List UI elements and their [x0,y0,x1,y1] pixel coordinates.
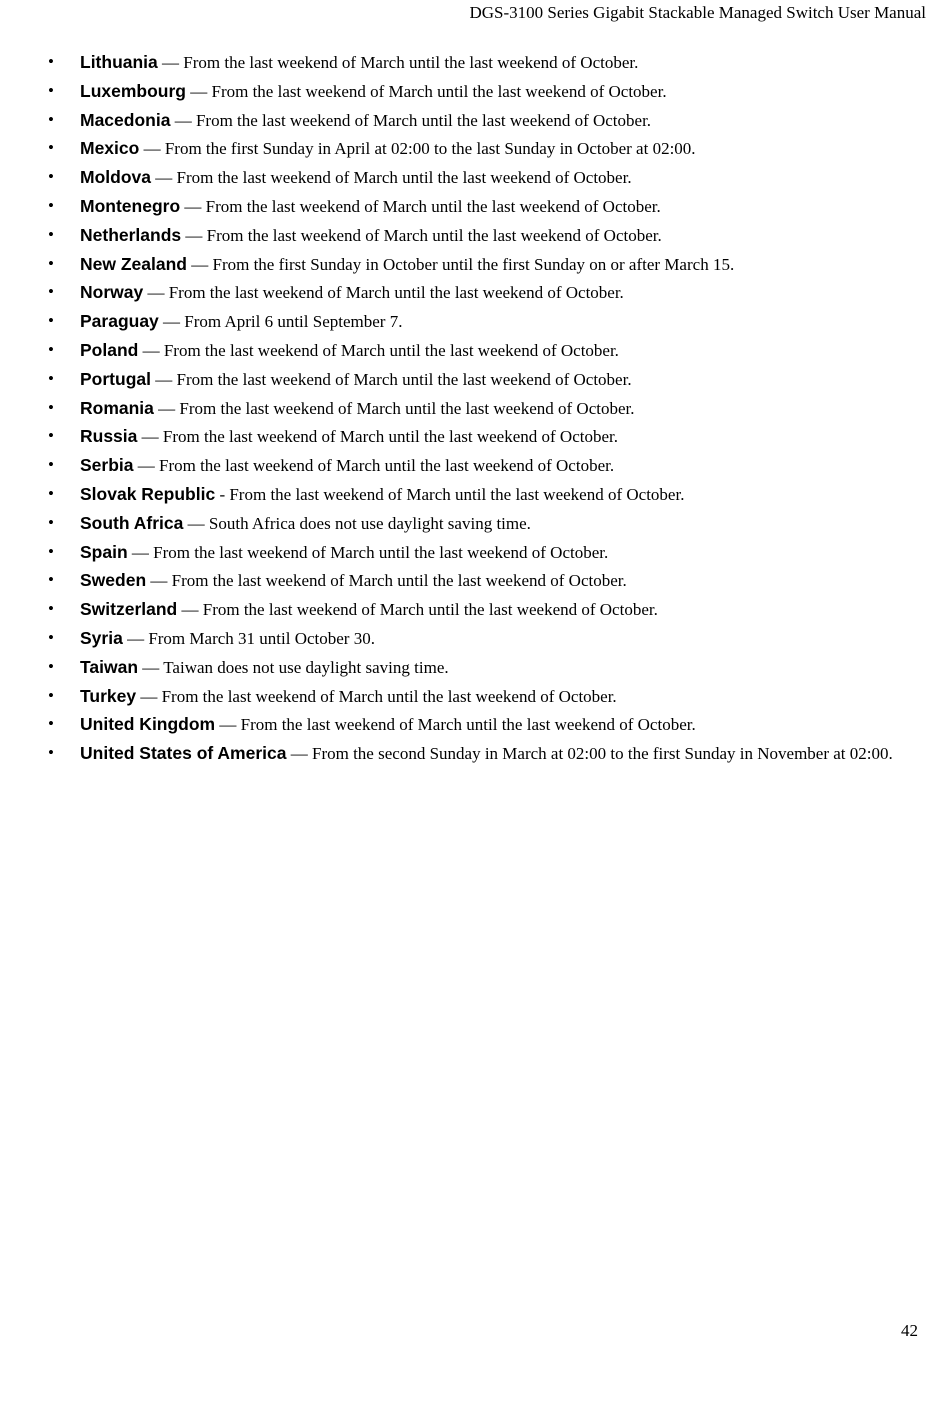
bullet-icon: • [48,627,54,647]
list-item [48,51,925,74]
dst-description: — From the last weekend of March until the last weekend of October. [185,81,667,101]
country-name: Turkey [80,685,137,706]
country-name: Slovak Republic [80,483,216,504]
country-name: Sweden [80,570,147,591]
list-item [48,224,925,247]
list-item [48,80,925,103]
country-name: Portugal [80,368,151,389]
bullet-icon: • [48,311,54,331]
bullet-icon: • [48,685,54,705]
dst-description: — From the last weekend of March until the last weekend of October. [180,196,661,216]
country-name: United States of America [80,743,287,764]
dst-description: — From the last weekend of March until the last weekend of October. [150,168,632,188]
country-name: Russia [80,426,138,447]
country-name: Spain [80,541,128,562]
dst-description: — From the last weekend of March until the last weekend of October. [150,369,632,389]
dst-description: — From the last weekend of March until the last weekend of October. [133,456,615,476]
country-name: Netherlands [80,224,182,245]
country-name: Mexico [80,138,140,159]
dst-description: — Taiwan does not use daylight saving time. [138,657,449,677]
bullet-icon: • [48,512,54,532]
bullet-icon: • [48,656,54,676]
bullet-icon: • [48,483,54,503]
dst-description: — From the last weekend of March until the last weekend of October. [143,283,624,303]
list-item [48,253,925,276]
list-item [48,109,925,132]
list-item [48,397,925,420]
bullet-icon: • [48,224,54,244]
list-item [48,310,925,333]
country-name: Montenegro [80,195,181,216]
country-name: Norway [80,282,144,303]
list-item [48,137,925,160]
country-name: Switzerland [80,599,178,620]
dst-country-list [48,51,925,771]
list-item [48,569,925,592]
dst-description: — From the last weekend of March until the last weekend of October. [136,686,617,706]
dst-description: — From the last weekend of March until the last weekend of October. [177,600,658,620]
dst-description: — From the last weekend of March until the last weekend of October. [146,571,627,591]
list-item [48,685,925,708]
list-item [48,627,925,650]
dst-description: - From the last weekend of March until the last weekend of October. [215,484,685,504]
country-name: Luxembourg [80,80,186,101]
bullet-icon: • [48,80,54,100]
country-name: United Kingdom [80,714,216,735]
bullet-icon: • [48,541,54,561]
country-name: Macedonia [80,109,171,130]
bullet-icon: • [48,52,54,71]
country-name: Syria [80,627,123,648]
list-item [48,656,925,679]
list-item [48,368,925,391]
dst-description: — From the last weekend of March until the last weekend of October. [153,398,635,418]
dst-description: — From the last weekend of March until the last weekend of October. [181,225,662,245]
bullet-icon: • [48,570,54,590]
list-item [48,598,925,621]
list-item [48,339,925,362]
bullet-icon: • [48,339,54,359]
list-item [48,425,925,448]
bullet-icon: • [48,368,54,388]
bullet-icon: • [48,397,54,417]
bullet-icon: • [48,282,54,302]
dst-description: — From the first Sunday in April at 02:00 to the last Sunday in October at 02:00. [139,139,696,159]
bullet-icon: • [48,109,54,129]
country-name: Poland [80,339,139,360]
country-name: Taiwan [80,656,139,677]
dst-description: — From April 6 until September 7. [158,312,403,332]
dst-description: — From the second Sunday in March at 02:00 to the first Sunday in November at 02:00. [286,744,893,764]
bullet-icon: • [48,253,54,273]
bullet-icon: • [48,743,54,763]
list-item [48,742,925,765]
bullet-icon: • [48,714,54,734]
bullet-icon: • [48,455,54,475]
bullet-icon: • [48,138,54,158]
list-item [48,195,925,218]
bullet-icon: • [48,426,54,446]
dst-description: — South Africa does not use daylight saving time. [183,513,531,533]
dst-description: — From March 31 until October 30. [122,628,375,648]
country-name: Moldova [80,167,151,188]
country-name: Paraguay [80,311,159,332]
country-name: Romania [80,397,154,418]
bullet-icon: • [48,167,54,187]
dst-description: — From the last weekend of March until the last weekend of October. [157,53,639,72]
list-item [48,281,925,304]
list-item [48,454,925,477]
dst-description: — From the last weekend of March until the last weekend of October. [127,542,609,562]
list-item [48,483,925,506]
page-header: DGS-3100 Series Gigabit Stackable Managed Switch User Manual [469,3,926,22]
list-item [48,713,925,736]
dst-description: — From the last weekend of March until the last weekend of October. [215,715,696,735]
country-name: New Zealand [80,253,187,274]
country-name: Lithuania [80,52,158,72]
list-item [48,512,925,535]
bullet-icon: • [48,195,54,215]
list-item [48,166,925,189]
dst-description: — From the last weekend of March until the last weekend of October. [138,340,619,360]
page-number: 42 [901,1321,918,1340]
country-name: South Africa [80,512,184,533]
list-item [48,541,925,564]
bullet-icon: • [48,599,54,619]
country-name: Serbia [80,455,134,476]
dst-description: — From the first Sunday in October until the first Sunday on or after March 15. [186,254,735,274]
dst-description: — From the last weekend of March until the last weekend of October. [170,110,652,130]
dst-description: — From the last weekend of March until the last weekend of October. [137,427,618,447]
